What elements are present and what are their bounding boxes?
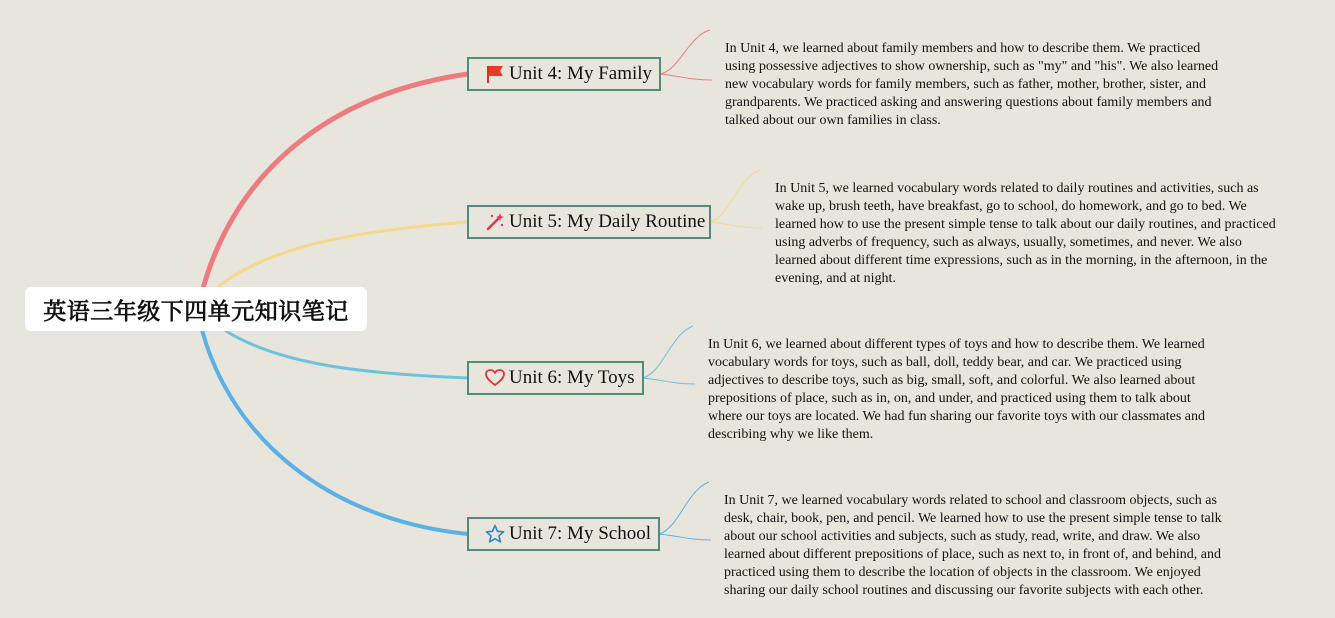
note-unit-5: In Unit 5, we learned vocabulary words related to daily routines and activities, such as wake up, brush teeth, have breakfast, go to school, do homework, and go to bed. We learned how to use the present simple tense to talk about our daily routines, and practiced using adverbs of frequency, such as always, usually, sometimes, and never. We also learned about different time expressions, such as in the morning, in the afternoon, in the evening, and at night. [775,181,1276,286]
topic-unit-4[interactable] [467,57,661,91]
topic-label: Unit 4: My Family [509,63,653,84]
note-connector-unit-4 [660,30,712,80]
note-unit-4: In Unit 4, we learned about family members and how to describe them. We practiced using possessive adjectives to show ownership, such as "my" and "his". We also learned new vocabulary words for family members, such as father, mother, brother, sister, and grandparents. We practiced asking and answering questions about family members and talked about our own families in class. [725,41,1219,128]
branch-line-unit-7 [202,330,468,534]
note-unit-6: In Unit 6, we learned about different types of toys and how to describe them. We learned vocabulary words for toys, such as ball, doll, teddy bear, and car. We practiced using adjectives to describe toys, such as big, small, soft, and colorful. We also learned about prepositions of place, such as in, on, and under, and practiced using them to talk about where our toys are located. We had fun sharing our favorite toys with our classmates and describing why we like them. [708,337,1206,442]
star-icon [485,523,505,545]
note-connector-unit-7 [659,482,711,540]
root-topic[interactable] [25,287,367,331]
note-connector-unit-5 [710,170,762,228]
branch-line-unit-5 [214,222,468,290]
heart-icon [485,367,505,389]
topic-unit-6[interactable] [467,361,644,395]
topic-unit-5[interactable] [467,205,711,239]
note-unit-7: In Unit 7, we learned vocabulary words related to school and classroom objects, such as desk, chair, book, pen, and pencil. We learned how to use the present simple tense to talk about our school activities and subjects, such as study, read, write, and draw. We also learned about different prepositions of place, such as next to, in front of, and behind, and practiced using them to describe the location of objects in the classroom. We enjoyed sharing our daily school routines and discussing our favorite subjects with each other. [724,493,1222,598]
topic-label: Unit 5: My Daily Routine [509,211,706,232]
magic-wand-icon [485,211,505,233]
note-connector-unit-6 [643,326,695,384]
topic-label: Unit 6: My Toys [509,367,635,388]
red-flag-icon [485,63,505,85]
topic-label: Unit 7: My School [509,523,651,544]
topic-unit-7[interactable] [467,517,660,551]
branch-line-unit-4 [202,74,468,292]
root-topic-title: 英语三年级下四单元知识笔记 [43,298,349,325]
branch-line-unit-6 [226,331,468,378]
